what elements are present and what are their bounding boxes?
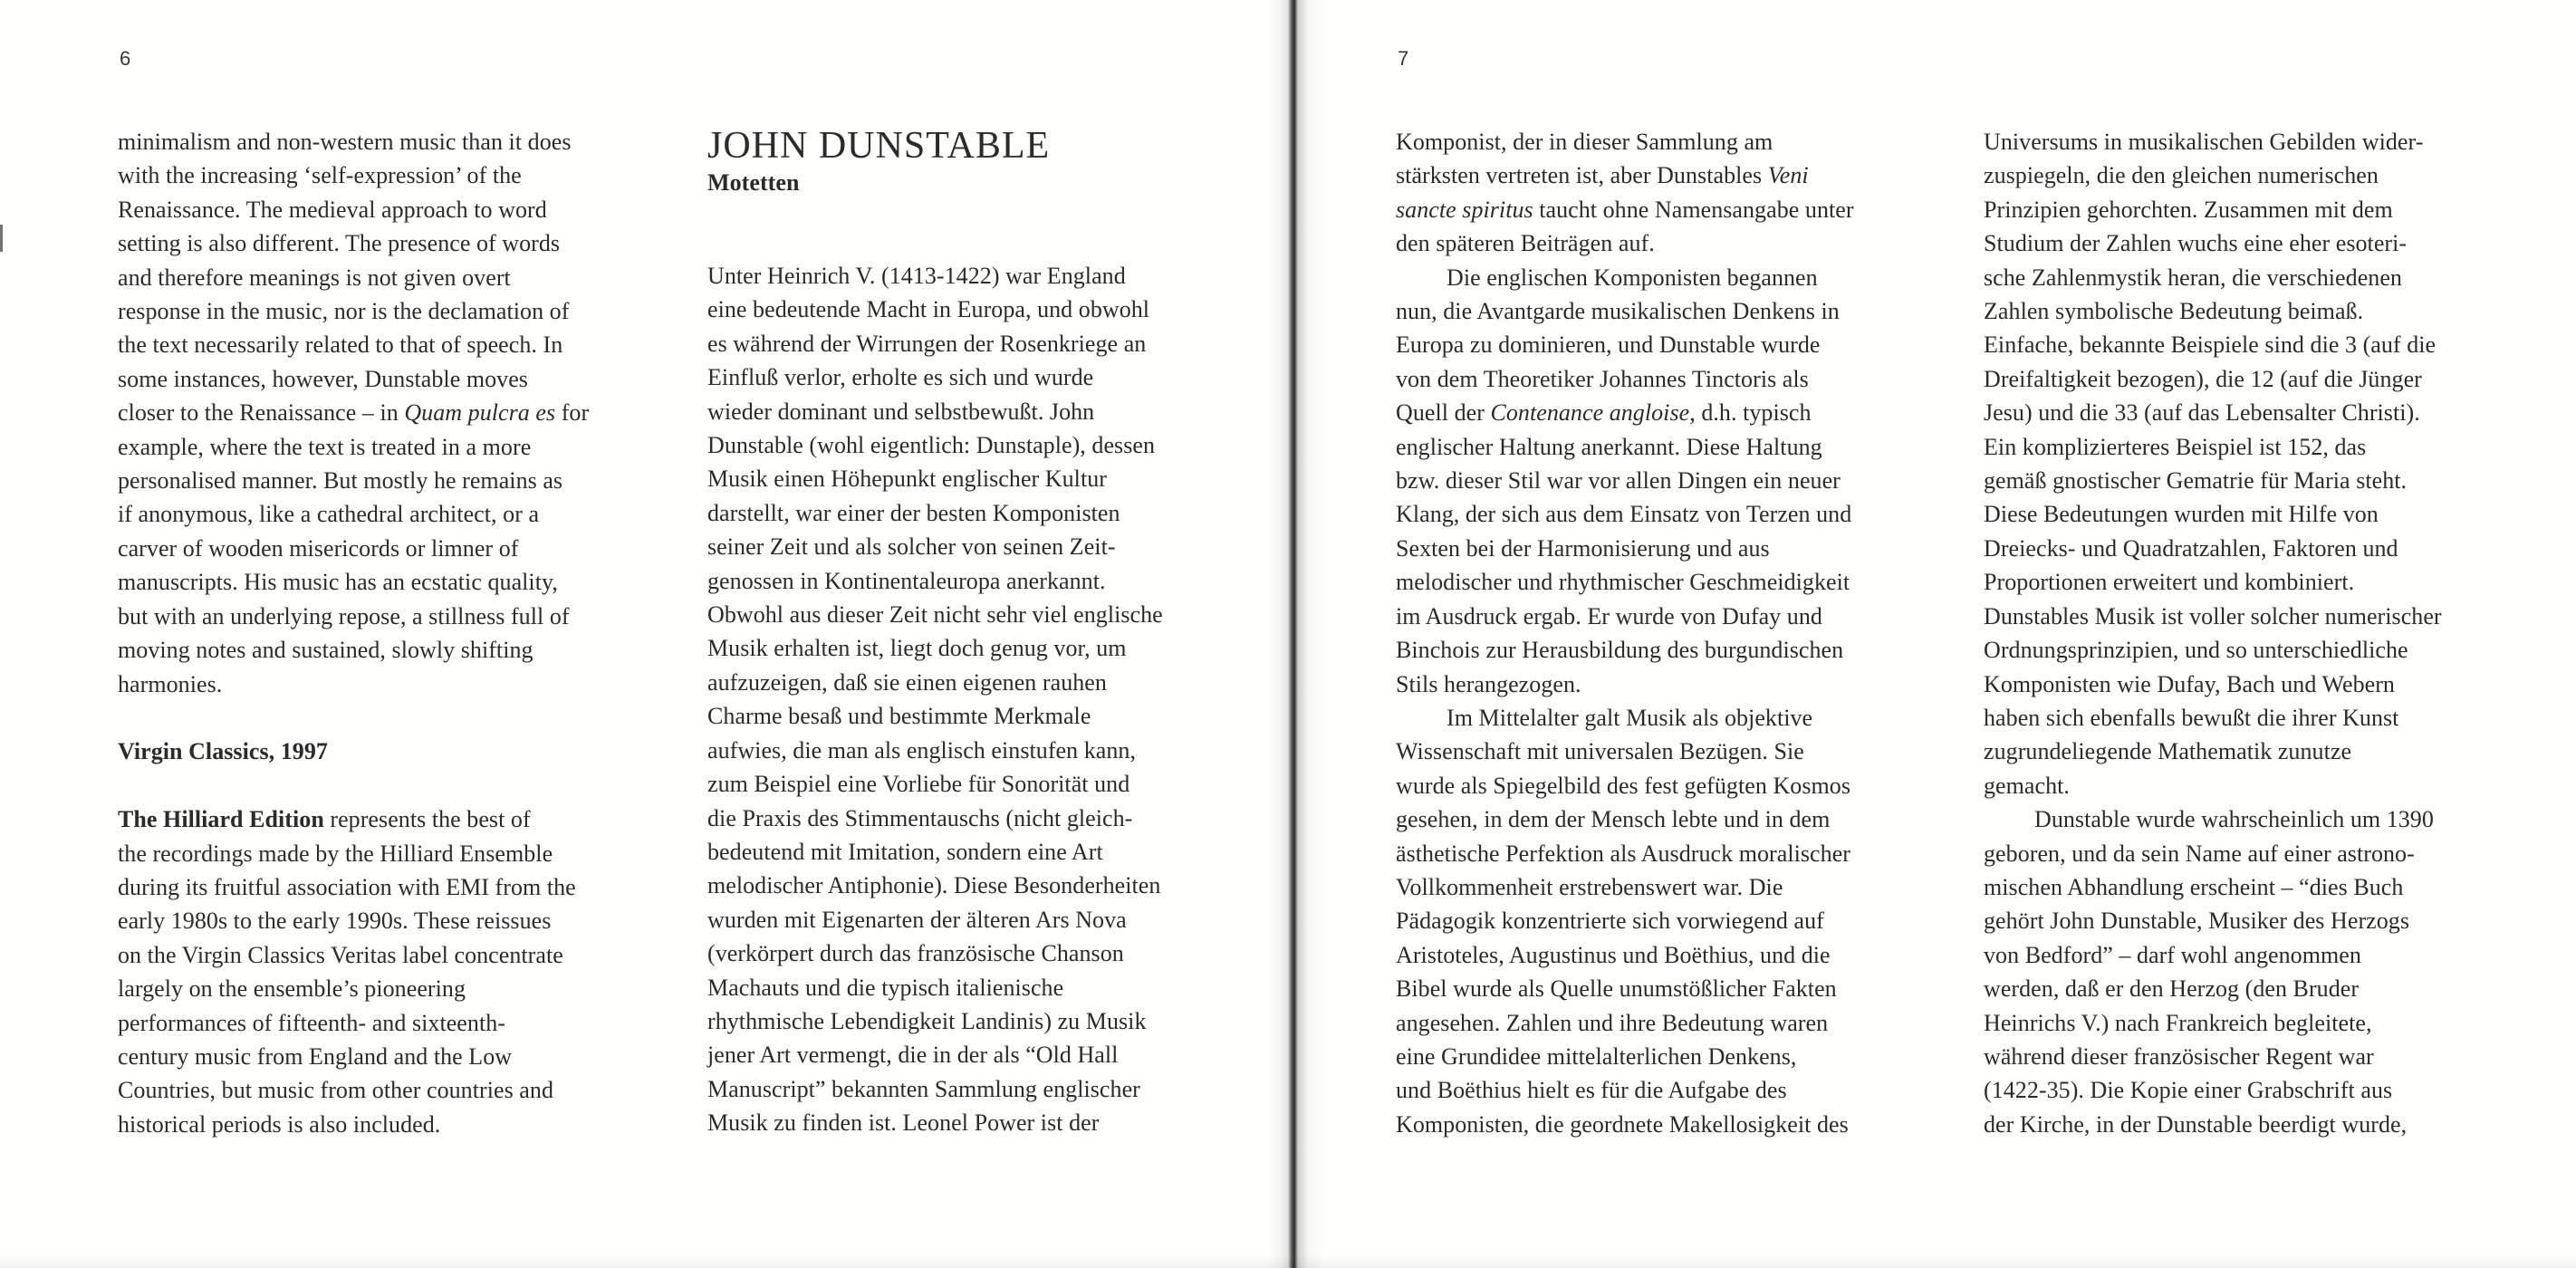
text-line: Komponist, der in dieser Sammlung am	[1396, 129, 1773, 155]
text-line: Europa zu dominieren, und Dunstable wurde	[1396, 331, 1821, 359]
text-line: es während der Wirrungen der Rosenkriege an	[707, 330, 1147, 357]
text-line: während dieser französischer Regent war	[1984, 1042, 2374, 1070]
text-line: the recordings made by the Hilliard Ensemble	[118, 840, 553, 867]
text-line: Proportionen erweitert und kombiniert.	[1984, 569, 2355, 596]
text-line: Sexten bei der Harmonisierung und aus	[1396, 534, 1770, 562]
text-run: Quell der	[1396, 399, 1491, 427]
text-line	[1396, 193, 1912, 226]
text-line: die Praxis des Stimmentauschs (nicht gleich-	[707, 804, 1133, 831]
bottom-shadow	[0, 1255, 2576, 1268]
text-line: historical periods is also included.	[118, 1110, 441, 1138]
text-line: Binchois zur Herausbildung des burgundischen	[1396, 637, 1844, 664]
text-line: if anonymous, like a cathedral architect, or a	[118, 501, 540, 528]
text-line: Manuscript” bekannten Sammlung englischer	[707, 1075, 1140, 1102]
text-line: Komponisten, die geordnete Makellosigkeit des	[1396, 1110, 1849, 1138]
text-line: von dem Theoretiker Johannes Tinctoris als	[1396, 365, 1809, 392]
text-line: zum Beispiel eine Vorliebe für Sonorität und	[707, 771, 1130, 798]
book-gutter-fold	[1268, 0, 1322, 1268]
text-run: represents the best of	[323, 806, 531, 833]
german-notes-column	[1984, 125, 2518, 1141]
edge-mark	[0, 225, 3, 252]
text-run: closer to the Renaissance – in	[118, 399, 405, 427]
text-line: englischer Haltung anerkannt. Diese Haltung	[1396, 433, 1822, 460]
text-line: sche Zahlenmystik heran, die verschiedenen	[1984, 264, 2402, 291]
term: Contenance angloise	[1490, 399, 1690, 427]
text-line: mischen Abhandlung erscheint – “dies Buch	[1984, 873, 2404, 900]
text-line: ästhetische Perfektion als Ausdruck moralischer	[1396, 840, 1850, 867]
text-line: Pädagogik konzentrierte sich vorwiegend auf	[1396, 908, 1824, 935]
text-line: with the increasing ‘self-expression’ of the	[118, 162, 522, 189]
text-line: gesehen, in dem der Mensch lebte und in dem	[1396, 806, 1831, 833]
text-line: aufzuzeigen, daß sie einen eigenen rauhen	[707, 668, 1107, 696]
text-line: Diese Bedeutungen wurden mit Hilfe von	[1984, 501, 2379, 528]
text-line: century music from England and the Low	[118, 1042, 513, 1070]
text-line: Unter Heinrich V. (1413-1422) war England	[707, 263, 1126, 289]
text-line: Im Mittelalter galt Musik als objektive	[1447, 704, 1813, 731]
text-line: Einfluß verlor, erholte es sich und wurde	[707, 364, 1094, 391]
text-line: the text necessarily related to that of speech. In	[118, 331, 563, 359]
text-line	[118, 396, 625, 429]
text-line: eine Grundidee mittelalterlichen Denkens,	[1396, 1042, 1797, 1070]
text-line: jener Art vermengt, die in der als “Old Hall	[707, 1042, 1119, 1069]
page-number: 7	[1398, 47, 1409, 70]
text-line: zugrundeliegende Mathematik zunutze	[1984, 738, 2352, 765]
text-line: example, where the text is treated in a more	[118, 433, 532, 460]
text-line: Ordnungsprinzipien, und so unterschiedliche	[1984, 637, 2408, 664]
english-paragraph	[118, 125, 625, 701]
text-line: Zahlen symbolische Bedeutung beimaß.	[1984, 298, 2364, 325]
text-line: Dunstables Musik ist voller solcher numerischer	[1984, 602, 2442, 629]
text-line: Komponisten wie Dufay, Bach und Webern	[1984, 670, 2395, 697]
text-line: haben sich ebenfalls bewußt die ihrer Kunst	[1984, 704, 2399, 731]
text-line: Dreifaltigkeit bezogen), die 12 (auf die Jünger	[1984, 365, 2422, 392]
text-run: for	[555, 399, 590, 427]
text-line: darstellt, war einer der besten Komponisten	[707, 499, 1120, 526]
text-line: early 1980s to the early 1990s. These reissues	[118, 908, 552, 935]
text-line: nun, die Avantgarde musikalischen Denkens in	[1396, 298, 1840, 325]
text-line: harmonies.	[118, 670, 223, 697]
text-line: gemacht.	[1984, 772, 2070, 799]
label-heading: Virgin Classics, 1997	[118, 738, 328, 765]
text-line: minimalism and non-western music than it does	[118, 129, 572, 155]
text-line: wieder dominant und selbstbewußt. John	[707, 398, 1095, 425]
text-line: Klang, der sich aus dem Einsatz von Terzen und	[1396, 501, 1852, 528]
text-line: Countries, but music from other countries and	[118, 1077, 553, 1104]
text-line: during its fruitful association with EMI from the	[118, 873, 576, 900]
text-line: Ein komplizierteres Beispiel ist 152, das	[1984, 433, 2367, 460]
german-paragraph	[1396, 261, 1912, 701]
text-line: gemäß gnostischer Gematrie für Maria steht.	[1984, 467, 2408, 495]
text-line	[1396, 158, 1912, 192]
text-line: Prinzipien gehorchten. Zusammen mit dem	[1984, 196, 2393, 223]
text-line: wurden mit Eigenarten der älteren Ars Nova	[707, 906, 1127, 933]
text-line: Bibel wurde als Quelle unumstößlicher Fakten	[1396, 975, 1837, 1003]
text-line: setting is also different. The presence of words	[118, 230, 561, 257]
text-run: stärksten vertreten ist, aber Dunstables	[1396, 162, 1768, 189]
text-line: Dunstable wurde wahrscheinlich um 1390	[2034, 806, 2434, 833]
german-notes-column	[1396, 125, 1912, 1141]
text-line: Studium der Zahlen wuchs eine eher esoteri-	[1984, 230, 2408, 257]
text-run: , d.h. typisch	[1689, 399, 1812, 427]
text-line: Aristoteles, Augustinus und Boëthius, und die	[1396, 941, 1831, 968]
text-line: Obwohl aus dieser Zeit nicht sehr viel englische	[707, 601, 1163, 629]
german-paragraph	[1396, 125, 1912, 261]
text-line: Heinrichs V.) nach Frankreich begleitete,	[1984, 1009, 2372, 1036]
text-line: den späteren Beiträgen auf.	[1396, 230, 1655, 257]
text-line: on the Virgin Classics Veritas label concentrate	[118, 941, 563, 968]
text-line: von Bedford” – darf wohl angenommen	[1984, 941, 2361, 968]
german-paragraph	[1396, 701, 1912, 1141]
page-number: 6	[120, 47, 131, 70]
text-line: und Boëthius hielt es für die Aufgabe des	[1396, 1077, 1787, 1104]
text-line: response in the music, nor is the declamation of	[118, 298, 570, 325]
text-line: and therefore meanings is not given overt	[118, 264, 511, 291]
text-line: Musik erhalten ist, liegt doch genug vor, um	[707, 635, 1127, 662]
text-line: Musik zu finden ist. Leonel Power ist der	[707, 1110, 1100, 1137]
text-line: seiner Zeit und als solcher von seinen Zeit-	[707, 533, 1116, 561]
text-line: geboren, und da sein Name auf einer astrono-	[1984, 840, 2415, 867]
text-line: genossen in Kontinentaleuropa anerkannt.	[707, 567, 1106, 594]
text-line: Dreiecks- und Quadratzahlen, Faktoren und	[1984, 534, 2398, 562]
text-line: werden, daß er den Herzog (den Bruder	[1984, 975, 2360, 1003]
text-line	[118, 802, 625, 836]
text-line: Einfache, bekannte Beispiele sind die 3 (auf die	[1984, 331, 2437, 359]
text-line: der Kirche, in der Dunstable beerdigt wurde,	[1984, 1110, 2408, 1138]
spacer	[118, 701, 625, 735]
text-line: Charme besaß und bestimmte Merkmale	[707, 703, 1091, 730]
text-line: Vollkommenheit erstrebenswert war. Die	[1396, 873, 1783, 900]
work-title: Quam pulcra es	[404, 399, 556, 427]
text-line: Dunstable (wohl eigentlich: Dunstaple), dessen	[707, 432, 1156, 459]
german-paragraph	[1984, 125, 2518, 802]
work-title: sancte spiritus	[1396, 196, 1533, 223]
text-line: angesehen. Zahlen und ihre Bedeutung waren	[1396, 1009, 1829, 1036]
text-line: carver of wooden misericords or limner of	[118, 534, 519, 562]
german-notes-column	[707, 125, 1215, 1140]
hilliard-edition-paragraph	[118, 802, 625, 1141]
text-line: Wissenschaft mit universalen Bezügen. Sie	[1396, 738, 1804, 765]
text-line: Musik einen Höhepunkt englischer Kultur	[707, 466, 1107, 493]
text-line: Die englischen Komponisten begannen	[1447, 264, 1818, 291]
text-line: Stils herangezogen.	[1396, 670, 1581, 697]
text-line: personalised manner. But mostly he remains as	[118, 467, 563, 495]
text-line: rhythmische Lebendigkeit Landinis) zu Musik	[707, 1007, 1147, 1034]
text-line: zuspiegeln, die den gleichen numerischen	[1984, 162, 2379, 189]
text-line: im Ausdruck ergab. Er wurde von Dufay und	[1396, 602, 1822, 629]
edition-name: The Hilliard Edition	[118, 806, 324, 833]
text-line: Universums in musikalischen Gebilden wider-	[1984, 129, 2424, 155]
text-line: some instances, however, Dunstable moves	[118, 365, 528, 392]
text-line: (verkörpert durch das französische Chanson	[707, 940, 1124, 967]
composer-title: JOHN DUNSTABLE	[707, 125, 1051, 167]
text-line: wurde als Spiegelbild des fest gefügten Kosmos	[1396, 772, 1850, 799]
text-line: manuscripts. His music has an ecstatic quality,	[118, 569, 558, 596]
text-line	[1396, 396, 1912, 429]
spacer	[118, 769, 625, 802]
text-line: bedeutend mit Imitation, sondern eine Art	[707, 838, 1103, 865]
text-line: melodischer Antiphonie). Diese Besonderheiten	[707, 872, 1161, 899]
text-line: Renaissance. The medieval approach to word	[118, 196, 547, 223]
german-paragraph	[1984, 802, 2518, 1141]
text-line: (1422-35). Die Kopie einer Grabschrift aus	[1984, 1077, 2393, 1104]
spacer	[707, 199, 1215, 259]
right-page	[1291, 0, 2576, 1268]
english-notes-column	[118, 125, 625, 1141]
text-line: bzw. dieser Stil war vor allen Dingen ein neuer	[1396, 467, 1841, 495]
text-line: Jesu) und die 33 (auf das Lebensalter Christi).	[1984, 399, 2420, 427]
text-line: eine bedeutende Macht in Europa, und obwohl	[707, 296, 1150, 323]
work-title: Veni	[1767, 162, 1809, 189]
text-line: largely on the ensemble’s pioneering	[118, 975, 466, 1003]
german-paragraph	[707, 259, 1215, 1140]
text-run: taucht ohne Namensangabe unter	[1533, 196, 1854, 223]
text-line: aufwies, die man als englisch einstufen kann,	[707, 736, 1137, 764]
text-line: performances of fifteenth- and sixteenth-	[118, 1009, 505, 1036]
text-line: moving notes and sustained, slowly shifting	[118, 637, 533, 664]
text-line: gehört John Dunstable, Musiker des Herzogs	[1984, 908, 2410, 935]
text-line: melodischer und rhythmischer Geschmeidigkeit	[1396, 569, 1850, 596]
text-line: Machauts und die typisch italienische	[707, 974, 1064, 1001]
work-subtitle: Motetten	[707, 169, 800, 196]
text-line: but with an underlying repose, a stillness full of	[118, 602, 570, 629]
